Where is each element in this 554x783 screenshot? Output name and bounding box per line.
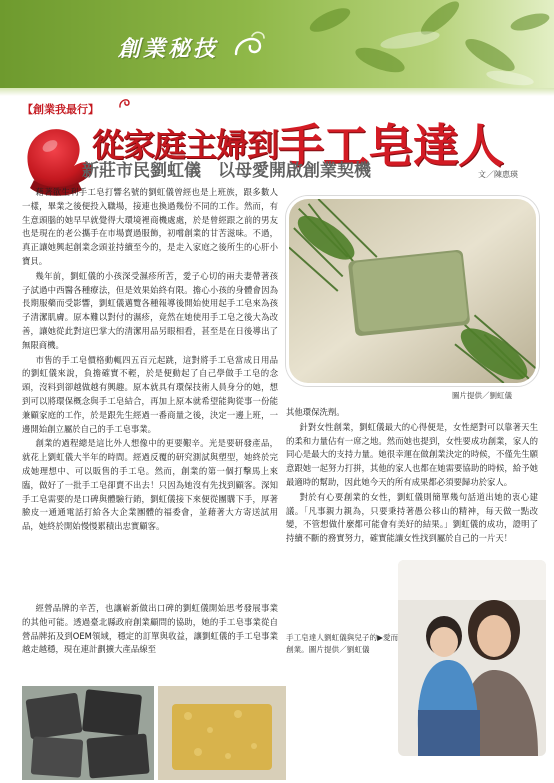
headline-part2: 手工皂達人	[278, 119, 504, 173]
paragraph: 對於有心要創業的女性，劉虹儀則簡單幾句話道出她的衷心建議。「凡事親力親為，只要秉持著愚公移山的精神，每天做一點改變，不管想做什麼都可能會有美好的結果。」劉虹儀的成功，證明了持續不斷的務實努力，確實能讓女性找到屬於自己的一片天！	[286, 491, 538, 544]
headline-part1: 從家庭主婦到	[92, 126, 279, 164]
yellow-soap-image	[158, 686, 286, 780]
soap-photo	[286, 196, 539, 386]
byline: 文／陳惠瑛	[478, 170, 518, 179]
swirl-icon	[230, 28, 270, 62]
charcoal-soap-photo	[22, 686, 154, 780]
yellow-soap-photo	[158, 686, 286, 780]
swirl-icon	[117, 94, 133, 110]
paragraph: 市售的手工皂價格動輒四五百元起跳，這對將手工皂當成日用品的劉虹儀來說，負擔確實不輕，於是便動起了自己學做手工皂的念頭，沒料到卻越做越有興趣。原本就具有環保技術人員身分的她，想到可以將環保概念與手工皂結合，再加上原本就希望能夠從事一份能兼顧家庭的工作，於是跟先生經過一番商量之後，決定一邊上班，一邊開始創立屬於自己的手工皂事業。	[22, 354, 278, 434]
paragraph: 創業的過程總是這比外人想像中的更要艱辛。光是要研發產品，就花上劉虹儀大半年的時間。經過反覆的研究測試與塑型，她終於完成她理想中、可以販售的手工皂。然而，創業的第一個打擊馬上來臨，做好了一批手工皂卻賣不出去！只因為她沒有先找到顧客。深知手工皂需要的是口碑與體驗行銷，劉虹儀接下來便從團購下手，厚著臉皮一通通電話打給各大企業團體的福委會，並藉著大方寄送試用品，她終於開始慢慢累積出忠實顧客。	[22, 438, 278, 532]
header-fade	[0, 88, 554, 96]
paragraph: 幾年前，劉虹儀的小孩深受濕疹所苦，愛子心切的兩夫妻帶著孩子試過中西醫各種療法，但是效果始終有限。擔心小孩的身體會因為長期服藥而受影響，劉虹儀邁覽各種報導後開始使用起手工皂來為孩子清潔肌膚。原本難以對付的濕疹，竟然在她使用手工皂之後大為改善，讓她從此對這巴掌大的清潔用品另眼相看，甚至是在日後導出了無限商機。	[22, 270, 278, 350]
paragraph: 經營品牌的辛苦，也讓嶄新做出口碑的劉虹儀開始思考發展事業的其他可能。透過臺北縣政府創業顧問的協助，她的手工皂事業從自營品牌拓及到OEM領域，穩定的訂單與收益，讓劉虹儀的手工皂事業越走越穩，現在連計劃擴大產品線至	[22, 603, 278, 655]
section-tag: 【創業我最行】	[22, 103, 99, 116]
section-title: 創業秘技	[118, 36, 219, 62]
photo1-caption: 圖片提供／劉虹儀	[452, 391, 512, 400]
leaf-decoration-icon	[290, 0, 554, 88]
charcoal-soap-image	[22, 686, 154, 780]
right-column-lead: 其他環保洗劑。	[286, 407, 345, 417]
paragraph: 針對女性創業，劉虹儀最大的心得便是，女性絕對可以靠著天生的柔和力量佔有一席之地。然而她也提到，女性要成功創業，家人的同心是最大的支持力量。她很幸運在做創業決定的時候，不僅先生願意跟她一起努力打拼，其他的家人也都在她需要協助的時候，給予她最適時的幫助，因此她今天的所有成果都必須要歸功於家人。	[286, 421, 538, 487]
family-photo-image	[398, 560, 546, 756]
left-column	[22, 186, 278, 616]
paragraph: 藉著欲生利手工皂打響名號的劉虹儀曾經也是上班族，跟多數人一樣，畢業之後便投入職場，接連也換過幾份不同的工作。然而，有生意頭腦的她早早就覺得大環境裡商機處處，於是曾經跟之前的男友也是現在的老公攜手在市場賣過服飾，初嚐創業的甘苦滋味。不過，真正讓她興起創業念頭並持續至今的，是走入家庭之後所生的心肝小寶貝。	[22, 187, 278, 266]
photo2-caption: 手工皂達人劉虹儀與兒子的▶愛而創業。圖片提供／劉虹儀	[286, 633, 399, 654]
soap-photo-image	[289, 199, 536, 383]
header-band	[0, 0, 554, 88]
family-photo	[398, 560, 546, 756]
subtitle: 新莊市民劉虹儀 以母愛開啟創業契機	[82, 161, 371, 181]
